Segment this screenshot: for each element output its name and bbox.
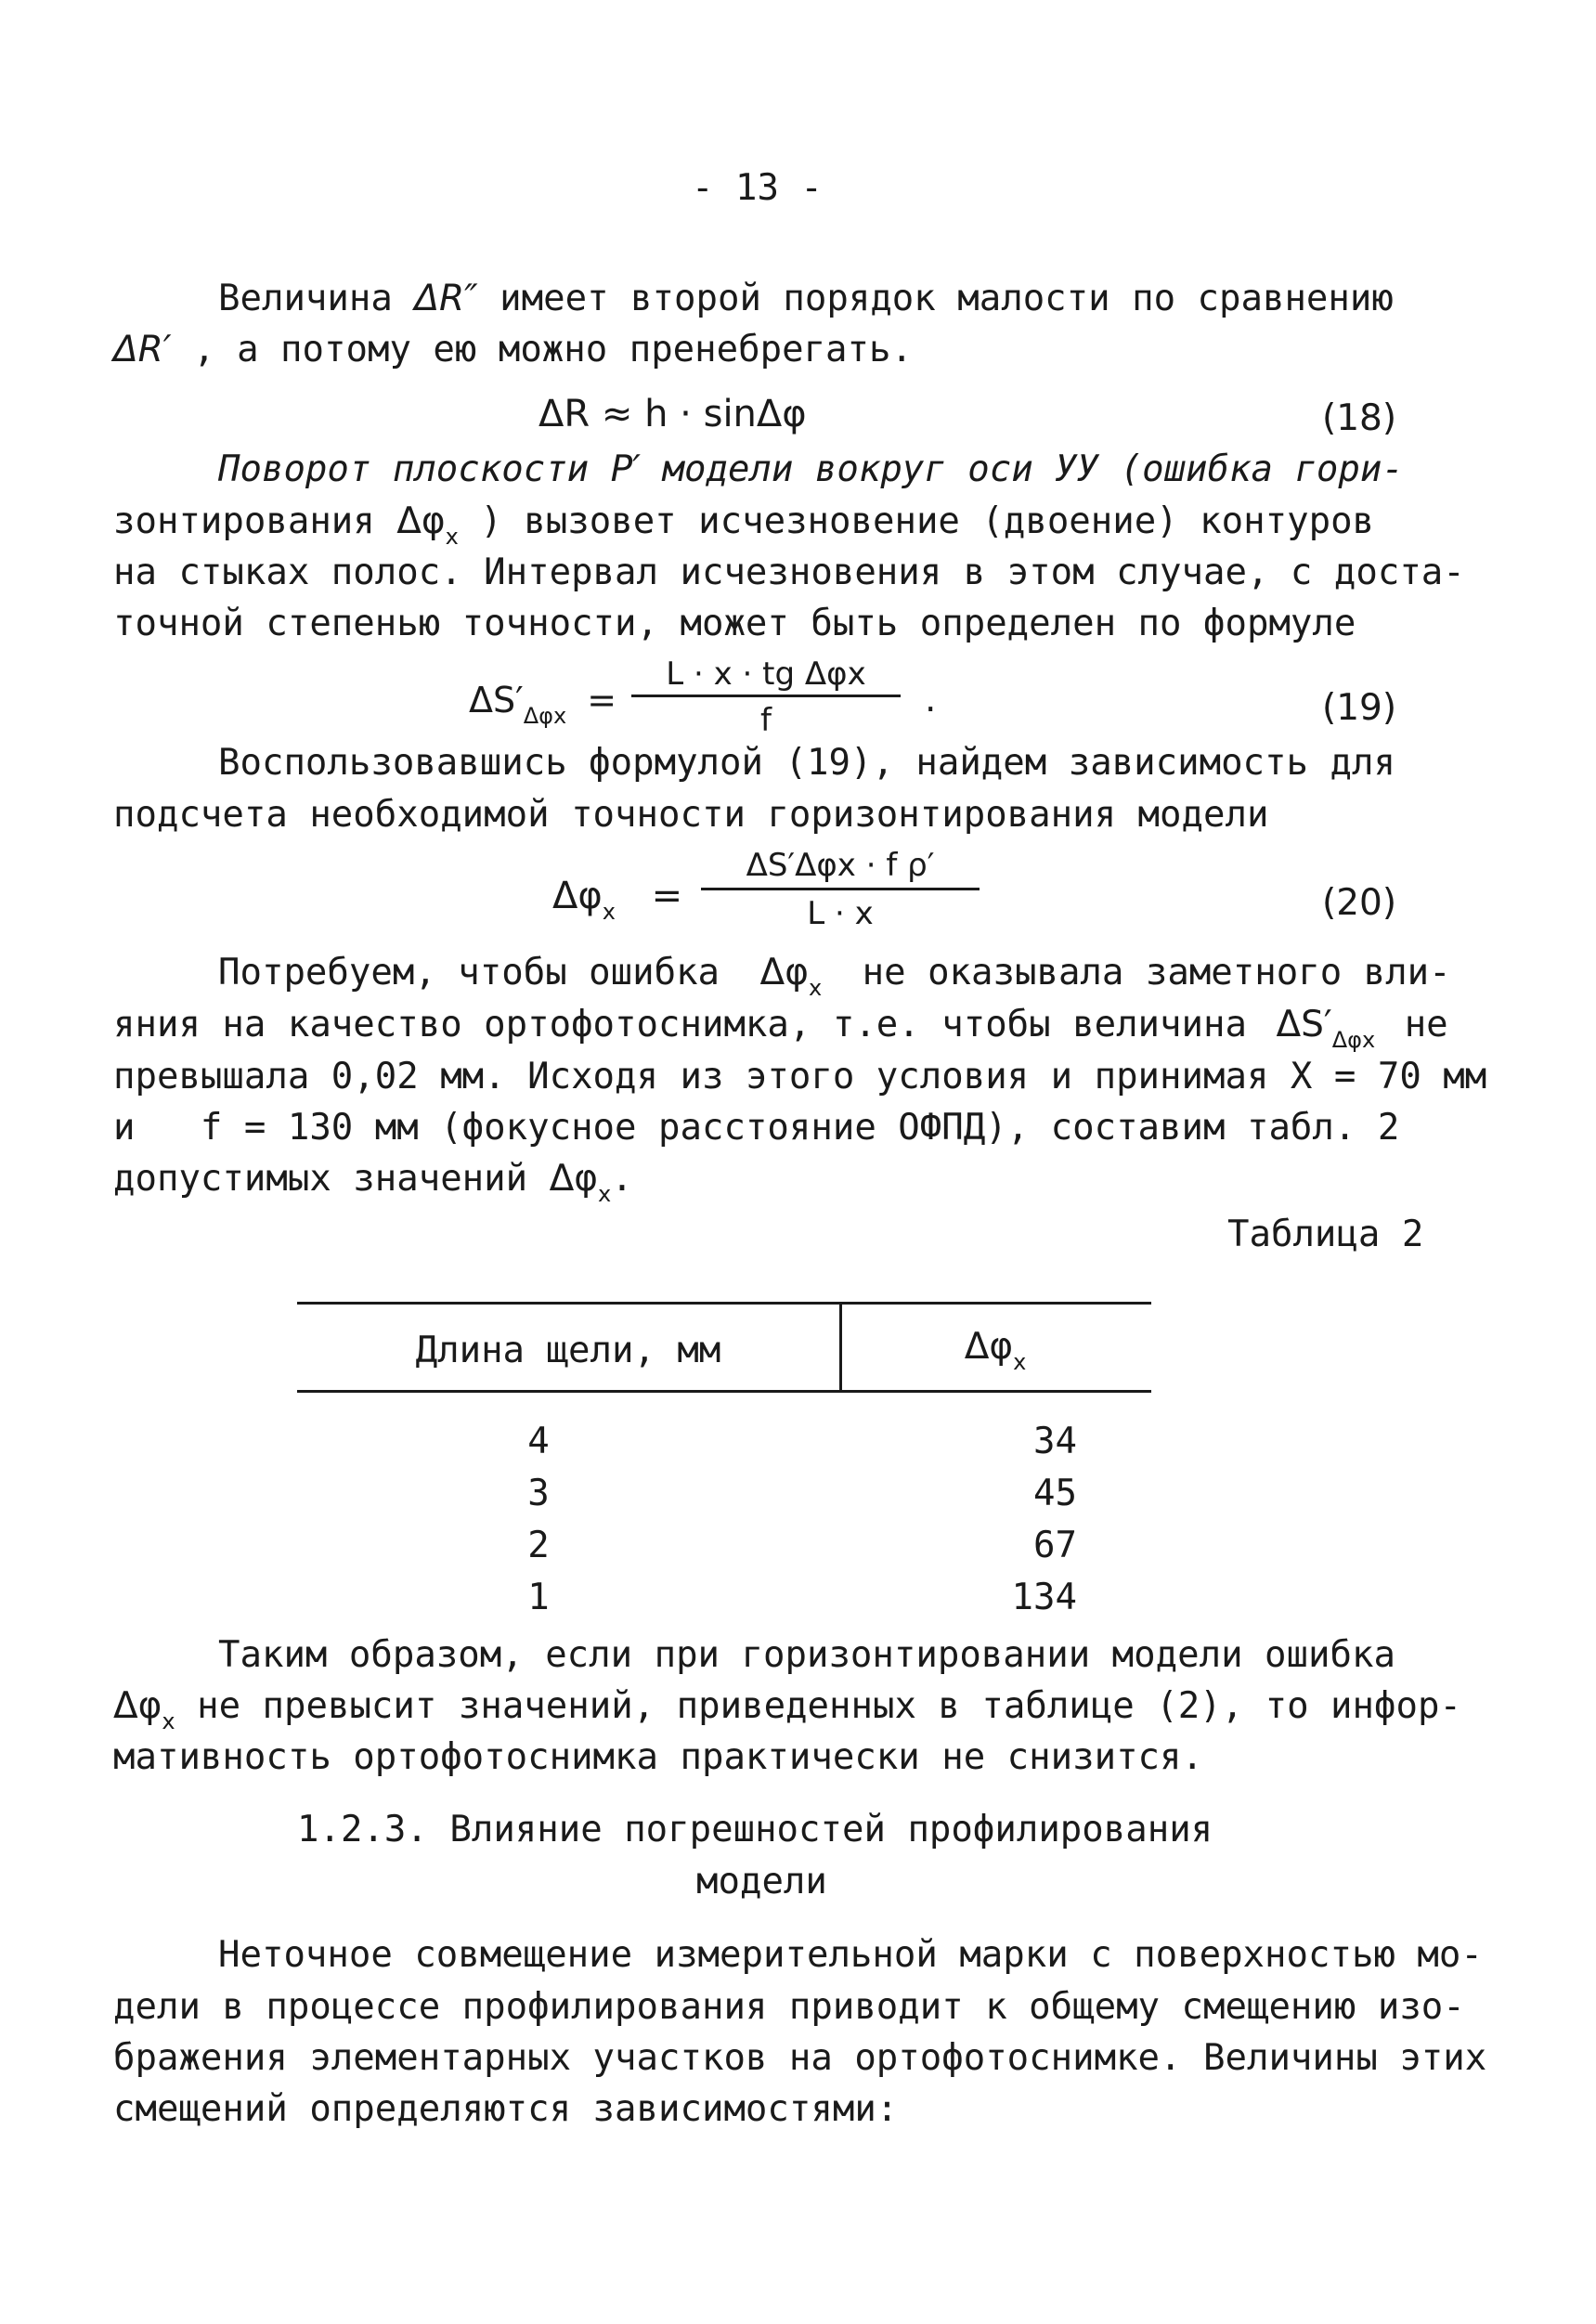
paragraph-4-line-2 xyxy=(113,1004,1448,1053)
symbol: Δφ xyxy=(964,1326,1014,1368)
delta-phi-x-symbol xyxy=(759,952,823,1001)
table-cell-delta-phi-x: 134 xyxy=(1011,1577,1077,1618)
paragraph-2-line-4: точной степенью точности, может быть определен по формуле xyxy=(113,603,1356,644)
symbol: Δφ xyxy=(549,1158,599,1200)
text: Потребуем, чтобы ошибка xyxy=(218,952,720,993)
paragraph-2-line-3: на стыках полос. Интервал исчезновения в этом случае, с доста- xyxy=(113,552,1465,593)
paragraph-3-line-1: Воспользовавшись формулой (19), найдем зависимость для xyxy=(218,742,1395,784)
subscript: x xyxy=(445,524,459,550)
paragraph-3-line-2: подсчета необходимой точности горизонтирования модели xyxy=(113,794,1269,836)
equation-20-lhs xyxy=(552,875,683,925)
table-header-rule xyxy=(297,1390,1151,1393)
symbol: Δφ xyxy=(759,952,809,993)
subscript: Δφx xyxy=(523,703,567,729)
delta-r-prime-symbol: ΔR′ xyxy=(113,329,172,370)
paragraph-1-line-2 xyxy=(113,331,913,368)
equation-18: ΔR ≈ h · sinΔφ xyxy=(538,393,807,435)
subscript: Δφx xyxy=(1331,1027,1376,1053)
equation-19-numerator: L · x · tg Δφx xyxy=(666,656,866,693)
paragraph-2-line-1 xyxy=(218,448,1404,490)
paragraph-4-line-3: превышала 0,02 мм. Исходя из этого условия и принимая X = 70 мм xyxy=(113,1056,1487,1097)
table-cell-length: 3 xyxy=(527,1473,550,1514)
text: допустимых значений xyxy=(113,1158,528,1200)
paragraph-5-line-2 xyxy=(113,1685,1461,1734)
text: ) вызовет исчезновение (двоение) контуров xyxy=(480,500,1375,542)
subscript: x xyxy=(602,899,616,925)
symbol: Δφ xyxy=(396,500,446,542)
table-cell-delta-phi-x: 67 xyxy=(1033,1525,1077,1566)
table-cell-length: 2 xyxy=(527,1525,550,1566)
paragraph-4-line-4: и f = 130 мм (фокусное расстояние ОФПД), составим табл. 2 xyxy=(113,1107,1400,1149)
equation-20-denominator: L · x xyxy=(807,895,874,932)
table-top-rule xyxy=(297,1302,1151,1305)
equals-sign: = xyxy=(587,680,617,721)
text: имеет второй порядок малости по сравнению xyxy=(500,278,1394,319)
table-cell-delta-phi-x: 34 xyxy=(1033,1421,1077,1462)
delta-phi-x-symbol xyxy=(396,500,459,550)
delta-r-double-prime-symbol: ΔR″ xyxy=(414,278,478,319)
delta-phi-x-symbol xyxy=(549,1158,612,1207)
text: , а потому ею можно пренебрегать. xyxy=(193,329,913,370)
table-cell-length: 1 xyxy=(527,1577,550,1618)
delta-phi-x-symbol xyxy=(113,1685,175,1734)
table-header-length: Длина щели, мм xyxy=(415,1330,721,1371)
page-number: - 13 - xyxy=(692,167,823,209)
paragraph-5-line-1: Таким образом, если при горизонтировании модели ошибка xyxy=(218,1634,1395,1676)
paragraph-5-line-3: мативность ортофотоснимка практически не снизится. xyxy=(113,1736,1203,1778)
symbol: Δφ xyxy=(552,875,603,917)
paragraph-6-line-3: бражения элементарных участков на ортофотоснимке. Величины этих xyxy=(113,2037,1487,2079)
text: Величина xyxy=(218,278,393,319)
paragraph-6-line-4: смещений определяются зависимостями: xyxy=(113,2088,899,2130)
equation-19-fraction-bar xyxy=(631,695,901,697)
text: не xyxy=(1404,1004,1448,1045)
paragraph-6-line-2: дели в процессе профилирования приводит к общему смещению изо- xyxy=(113,1986,1465,2028)
equation-19-number: (19) xyxy=(1322,687,1397,729)
symbol: ΔS′ xyxy=(469,680,524,721)
paragraph-2-line-2 xyxy=(113,500,1375,550)
equation-20-numerator: ΔS′Δφx · f ρ′ xyxy=(746,847,935,884)
text: модели вокруг оси УУ (ошибка гори- xyxy=(662,448,1404,490)
equation-18-number: (18) xyxy=(1322,397,1397,439)
equation-19-denominator: f xyxy=(760,702,772,739)
plane-p-prime-symbol: P′ xyxy=(610,448,642,490)
table-cell-delta-phi-x: 45 xyxy=(1033,1473,1077,1514)
paragraph-4-line-5 xyxy=(113,1158,633,1207)
text: зонтирования xyxy=(113,500,375,542)
text: не превысит значений, приведенных в таблице (2), то инфор- xyxy=(197,1685,1461,1727)
paragraph-1-line-1 xyxy=(218,280,1394,317)
table-header-delta-phi-x xyxy=(839,1326,1151,1375)
equation-20-number: (20) xyxy=(1322,882,1397,924)
subscript: x xyxy=(1013,1349,1027,1375)
text: . xyxy=(611,1158,633,1200)
text: Поворот плоскости xyxy=(218,448,590,490)
equals-sign: = xyxy=(651,875,683,917)
table-cell-length: 4 xyxy=(527,1421,550,1462)
paragraph-6-line-1: Неточное совмещение измерительной марки с поверхностью мо- xyxy=(218,1934,1483,1976)
paragraph-4-line-1 xyxy=(218,952,1451,1001)
equation-19-lhs xyxy=(469,680,617,729)
subscript: x xyxy=(162,1708,175,1734)
equation-20-fraction-bar xyxy=(701,888,980,890)
subscript: x xyxy=(598,1181,612,1207)
equation-19-dot: . xyxy=(925,679,937,721)
delta-s-prime-symbol xyxy=(1276,1004,1376,1053)
table-caption: Таблица 2 xyxy=(1227,1214,1424,1255)
subscript: x xyxy=(808,975,823,1001)
symbol: ΔS′ xyxy=(1276,1004,1332,1045)
text: не оказывала заметного вли- xyxy=(862,952,1451,993)
section-title-line-1: 1.2.3. Влияние погрешностей профилирования xyxy=(297,1809,1213,1850)
text: яния на качество ортофотоснимка, т.е. чтобы величина xyxy=(113,1004,1247,1045)
section-title-line-2: модели xyxy=(696,1861,827,1902)
symbol: Δφ xyxy=(113,1685,162,1727)
